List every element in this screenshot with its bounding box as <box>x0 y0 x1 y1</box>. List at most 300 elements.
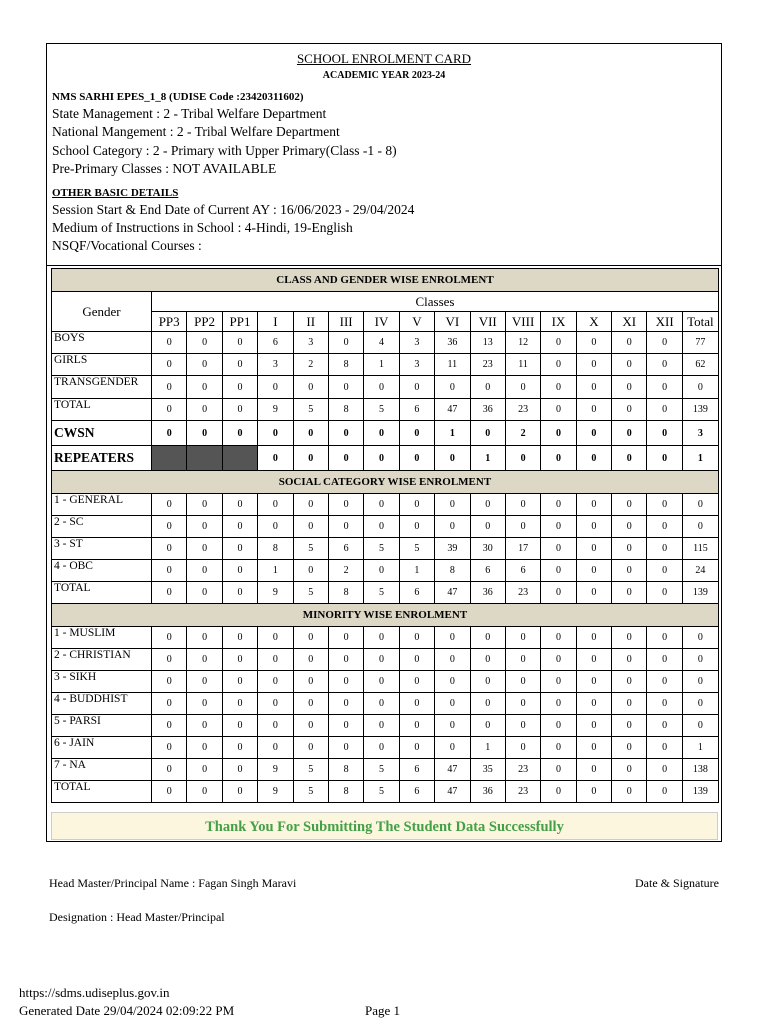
cell-value: 0 <box>258 446 293 471</box>
cell-value: 0 <box>293 421 328 446</box>
cell-value: 0 <box>541 332 576 354</box>
cell-value: 0 <box>470 671 505 693</box>
cell-value: 0 <box>222 737 257 759</box>
cell-value: 0 <box>541 494 576 516</box>
cell-value: 24 <box>682 560 718 582</box>
minority-row <box>52 693 719 715</box>
cell-value: 0 <box>541 582 576 604</box>
cell-value: 139 <box>682 399 718 421</box>
cell-value: 0 <box>505 376 540 399</box>
cell-value: 1 <box>470 737 505 759</box>
column-header: V <box>399 312 434 332</box>
cell-value: 0 <box>222 516 257 538</box>
cell-value: 0 <box>258 671 293 693</box>
card-title: SCHOOL ENROLMENT CARD <box>296 51 472 66</box>
cell-value: 5 <box>364 538 399 560</box>
cell-value: 47 <box>435 582 470 604</box>
cell-value: 8 <box>328 399 363 421</box>
cell-value: 0 <box>682 649 718 671</box>
cell-value: 23 <box>505 582 540 604</box>
cell-value: 0 <box>576 715 611 737</box>
cell-value: 9 <box>258 399 293 421</box>
cell-value: 1 <box>399 560 434 582</box>
cell-value: 23 <box>505 399 540 421</box>
cell-value: 13 <box>470 332 505 354</box>
cell-value: 0 <box>328 376 363 399</box>
cell-value: 0 <box>364 560 399 582</box>
cell-value: 0 <box>222 538 257 560</box>
cell-value: 0 <box>399 516 434 538</box>
cell-value: 0 <box>576 582 611 604</box>
cell-value: 0 <box>222 494 257 516</box>
cell-value: 6 <box>258 332 293 354</box>
nsqf-courses: NSQF/Vocational Courses : <box>52 238 202 253</box>
cell-value: 0 <box>576 693 611 715</box>
cell-value: 0 <box>470 376 505 399</box>
cell-value: 0 <box>435 715 470 737</box>
cell-value: 0 <box>364 421 399 446</box>
school-category: School Category : 2 - Primary with Upper Primary(Class -1 - 8) <box>52 143 397 158</box>
cell-value: 17 <box>505 538 540 560</box>
cell-value: 0 <box>647 693 682 715</box>
cell-value: 0 <box>470 494 505 516</box>
cell-value: 0 <box>612 354 647 376</box>
cell-value: 0 <box>328 737 363 759</box>
cell-value: 0 <box>258 715 293 737</box>
cell-value: 0 <box>399 693 434 715</box>
cell-value: 0 <box>682 494 718 516</box>
row-label: 6 - JAIN <box>52 737 152 759</box>
cell-value: 0 <box>364 627 399 649</box>
cell-value: 1 <box>682 446 718 471</box>
cell-value: 0 <box>612 560 647 582</box>
cell-value: 0 <box>293 649 328 671</box>
row-label: 5 - PARSI <box>52 715 152 737</box>
cell-value: 0 <box>187 627 222 649</box>
cell-value: 0 <box>399 446 434 471</box>
cell-value: 8 <box>328 582 363 604</box>
cell-value: 0 <box>576 649 611 671</box>
cell-value: 0 <box>187 538 222 560</box>
class-gender-heading: CLASS AND GENDER WISE ENROLMENT <box>52 269 719 292</box>
cell-value: 0 <box>364 649 399 671</box>
cell-value: 0 <box>612 693 647 715</box>
cell-value: 0 <box>187 494 222 516</box>
cell-value: 0 <box>541 354 576 376</box>
session-dates: Session Start & End Date of Current AY : 16/06/2023 - 29/04/2024 <box>52 202 415 217</box>
cell-value: 77 <box>682 332 718 354</box>
cell-value: 11 <box>435 354 470 376</box>
minority-row <box>52 781 719 803</box>
cell-value: 0 <box>682 671 718 693</box>
cell-value: 6 <box>505 560 540 582</box>
cell-value: 0 <box>612 332 647 354</box>
cell-value: 0 <box>152 627 187 649</box>
cell-value: 0 <box>328 649 363 671</box>
cell-value: 0 <box>612 376 647 399</box>
cell-value: 0 <box>576 737 611 759</box>
cell-value: 35 <box>470 759 505 781</box>
row-label: 2 - SC <box>52 516 152 538</box>
cell-value: 0 <box>187 781 222 803</box>
designation: Designation : Head Master/Principal <box>49 910 225 924</box>
cell-value: 0 <box>470 516 505 538</box>
cell-value: 8 <box>328 781 363 803</box>
medium-of-instruction: Medium of Instructions in School : 4-Hindi, 19-English <box>52 220 353 235</box>
gender-row <box>52 376 719 399</box>
cell-value: 0 <box>541 759 576 781</box>
cell-value: 0 <box>541 538 576 560</box>
cell-value: 0 <box>258 516 293 538</box>
cell-value: 0 <box>576 332 611 354</box>
cell-value: 0 <box>612 446 647 471</box>
cell-value: 9 <box>258 759 293 781</box>
cell-value: 0 <box>187 715 222 737</box>
cell-value: 0 <box>647 421 682 446</box>
cell-value: 6 <box>399 399 434 421</box>
cell-value: 30 <box>470 538 505 560</box>
cell-value: 0 <box>470 421 505 446</box>
cell-value: 36 <box>470 399 505 421</box>
cell-value: 0 <box>152 693 187 715</box>
cell-value: 8 <box>258 538 293 560</box>
cell-value: 0 <box>222 582 257 604</box>
social-row <box>52 560 719 582</box>
cell-value: 0 <box>612 715 647 737</box>
cell-value: 8 <box>435 560 470 582</box>
cell-value: 115 <box>682 538 718 560</box>
pre-primary-classes: Pre-Primary Classes : NOT AVAILABLE <box>52 161 277 176</box>
cell-value: 0 <box>152 671 187 693</box>
cell-value: 0 <box>222 671 257 693</box>
cell-value: 0 <box>399 421 434 446</box>
cell-value: 0 <box>222 421 257 446</box>
row-label: 3 - ST <box>52 538 152 560</box>
cell-value: 0 <box>152 354 187 376</box>
cell-value: 8 <box>328 354 363 376</box>
cell-value: 0 <box>364 693 399 715</box>
cell-value: 0 <box>152 538 187 560</box>
cwsn-row <box>52 421 719 446</box>
column-header: XII <box>647 312 682 332</box>
cell-value: 0 <box>222 376 257 399</box>
cell-value: 0 <box>612 627 647 649</box>
cell-value: 138 <box>682 759 718 781</box>
social-row <box>52 516 719 538</box>
cell-value: 0 <box>435 737 470 759</box>
cell-value: 0 <box>576 376 611 399</box>
school-name: NMS SARHI EPES_1_8 (UDISE Code :23420311602) <box>52 91 304 103</box>
cell-value: 0 <box>222 627 257 649</box>
cell-value: 0 <box>152 759 187 781</box>
cell-value: 0 <box>612 781 647 803</box>
gender-row <box>52 399 719 421</box>
cell-value: 0 <box>328 627 363 649</box>
cell-value: 5 <box>364 759 399 781</box>
cell-value: 0 <box>576 446 611 471</box>
row-label: BOYS <box>52 332 152 354</box>
cell-value: 0 <box>470 649 505 671</box>
cell-value: 0 <box>258 737 293 759</box>
cell-value: 0 <box>541 671 576 693</box>
cell-value: 0 <box>222 354 257 376</box>
cell-value: 36 <box>470 582 505 604</box>
cell-value: 6 <box>470 560 505 582</box>
success-message: Thank You For Submitting The Student Data Successfully <box>51 812 718 840</box>
enrolment-table <box>51 268 719 803</box>
cell-value: 0 <box>435 516 470 538</box>
cell-value: 23 <box>470 354 505 376</box>
cell-value: 0 <box>187 582 222 604</box>
cell-value: 0 <box>647 446 682 471</box>
cell-value: 5 <box>364 582 399 604</box>
other-details-heading: OTHER BASIC DETAILS <box>52 187 179 199</box>
cell-value: 0 <box>576 538 611 560</box>
column-header: VII <box>470 312 505 332</box>
cell-value: 0 <box>541 421 576 446</box>
cell-value: 3 <box>399 354 434 376</box>
national-management: National Mangement : 2 - Tribal Welfare Department <box>52 124 340 139</box>
cell-value: 0 <box>576 516 611 538</box>
cell-value: 0 <box>612 737 647 759</box>
cell-value: 0 <box>541 781 576 803</box>
cell-value: 0 <box>647 759 682 781</box>
gender-row <box>52 354 719 376</box>
cell-value: 0 <box>222 399 257 421</box>
cell-value: 0 <box>647 781 682 803</box>
cell-value: 0 <box>293 494 328 516</box>
generated-date: Generated Date 29/04/2024 02:09:22 PM <box>19 1003 235 1018</box>
cell-value: 36 <box>470 781 505 803</box>
cell-value: 0 <box>576 354 611 376</box>
cell-value: 3 <box>258 354 293 376</box>
cell-value: 5 <box>364 781 399 803</box>
row-label: 1 - MUSLIM <box>52 627 152 649</box>
cell-value: 0 <box>470 715 505 737</box>
cell-value: 0 <box>293 376 328 399</box>
cell-value: 0 <box>612 421 647 446</box>
cell-value: 0 <box>576 671 611 693</box>
column-header: X <box>576 312 611 332</box>
cell-value: 0 <box>647 494 682 516</box>
cell-value: 1 <box>364 354 399 376</box>
cell-value: 0 <box>576 399 611 421</box>
minority-row <box>52 671 719 693</box>
cell-value: 0 <box>293 671 328 693</box>
row-label: TOTAL <box>52 399 152 421</box>
cell-value: 0 <box>222 560 257 582</box>
cell-value: 0 <box>435 494 470 516</box>
cell-value: 0 <box>187 516 222 538</box>
row-label: TOTAL <box>52 582 152 604</box>
cell-value: 2 <box>505 421 540 446</box>
page-number: Page 1 <box>365 1003 401 1018</box>
row-label: TOTAL <box>52 781 152 803</box>
cell-value: 0 <box>364 376 399 399</box>
column-header: PP2 <box>187 312 222 332</box>
cell-value: 0 <box>364 671 399 693</box>
cell-value: 0 <box>647 560 682 582</box>
cell-value: 0 <box>187 759 222 781</box>
column-header: II <box>293 312 328 332</box>
date-signature: Date & Signature <box>635 876 719 890</box>
cell-value: 0 <box>258 494 293 516</box>
cell-value: 47 <box>435 781 470 803</box>
cell-value: 0 <box>612 538 647 560</box>
cell-value: 0 <box>399 671 434 693</box>
cell-value: 0 <box>222 781 257 803</box>
cell-value: 0 <box>152 332 187 354</box>
row-label: REPEATERS <box>52 446 152 471</box>
row-label: 3 - SIKH <box>52 671 152 693</box>
minority-row <box>52 649 719 671</box>
cell-value: 0 <box>576 494 611 516</box>
cell-value: 0 <box>682 715 718 737</box>
social-row <box>52 494 719 516</box>
cell-value: 0 <box>682 627 718 649</box>
cell-value: 0 <box>364 516 399 538</box>
cell-value: 0 <box>682 376 718 399</box>
cell-value: 2 <box>328 560 363 582</box>
cell-value: 0 <box>576 781 611 803</box>
cell-value: 0 <box>364 737 399 759</box>
cell-value: 0 <box>187 354 222 376</box>
row-label: CWSN <box>52 421 152 446</box>
column-header: PP1 <box>222 312 257 332</box>
enrolment-table-section <box>47 265 721 835</box>
cell-value: 0 <box>328 446 363 471</box>
cell-value: 139 <box>682 781 718 803</box>
minority-heading-row <box>52 604 719 627</box>
cell-value: 0 <box>647 582 682 604</box>
cell-value: 23 <box>505 781 540 803</box>
row-label: GIRLS <box>52 354 152 376</box>
column-header: VIII <box>505 312 540 332</box>
cell-value: 0 <box>152 494 187 516</box>
cell-value: 2 <box>293 354 328 376</box>
cell-value: 3 <box>399 332 434 354</box>
cell-value: 0 <box>328 693 363 715</box>
cell-value: 0 <box>647 671 682 693</box>
cell-value: 0 <box>328 516 363 538</box>
cell-value: 0 <box>576 421 611 446</box>
classes-header: Classes <box>152 292 719 312</box>
cell-value: 0 <box>328 494 363 516</box>
cell-value: 0 <box>328 332 363 354</box>
cell-value: 0 <box>399 715 434 737</box>
cell-value: 0 <box>505 516 540 538</box>
cell-value: 5 <box>293 781 328 803</box>
cell-value: 1 <box>258 560 293 582</box>
row-label: 2 - CHRISTIAN <box>52 649 152 671</box>
source-url: https://sdms.udiseplus.gov.in <box>19 985 170 1000</box>
cell-value: 47 <box>435 759 470 781</box>
social-heading: SOCIAL CATEGORY WISE ENROLMENT <box>52 471 719 494</box>
cell-value: 0 <box>647 538 682 560</box>
cell-value: 0 <box>258 649 293 671</box>
minority-row <box>52 759 719 781</box>
row-label: 7 - NA <box>52 759 152 781</box>
cell-value: 5 <box>293 582 328 604</box>
cell-value: 0 <box>612 759 647 781</box>
academic-year: ACADEMIC YEAR 2023-24 <box>322 70 446 81</box>
repeaters-row <box>52 446 719 471</box>
shaded-cell <box>222 446 257 471</box>
cell-value: 0 <box>612 399 647 421</box>
minority-row <box>52 627 719 649</box>
cell-value: 0 <box>505 446 540 471</box>
cell-value: 0 <box>505 671 540 693</box>
cell-value: 0 <box>187 693 222 715</box>
cell-value: 6 <box>399 759 434 781</box>
column-header: VI <box>435 312 470 332</box>
gender-row <box>52 332 719 354</box>
cell-value: 39 <box>435 538 470 560</box>
cell-value: 1 <box>682 737 718 759</box>
cell-value: 0 <box>505 494 540 516</box>
cell-value: 0 <box>399 376 434 399</box>
column-header: IX <box>541 312 576 332</box>
cell-value: 0 <box>187 671 222 693</box>
cell-value: 0 <box>541 737 576 759</box>
cell-value: 0 <box>541 693 576 715</box>
cell-value: 0 <box>541 516 576 538</box>
cell-value: 0 <box>222 693 257 715</box>
enrolment-card <box>46 43 722 842</box>
cell-value: 23 <box>505 759 540 781</box>
cell-value: 0 <box>612 649 647 671</box>
gender-header: Gender <box>52 292 152 332</box>
cell-value: 1 <box>435 421 470 446</box>
social-row <box>52 582 719 604</box>
cell-value: 0 <box>505 693 540 715</box>
row-label: 1 - GENERAL <box>52 494 152 516</box>
cell-value: 0 <box>612 671 647 693</box>
cell-value: 0 <box>364 715 399 737</box>
cell-value: 0 <box>152 560 187 582</box>
row-label: TRANSGENDER <box>52 376 152 399</box>
cell-value: 0 <box>187 332 222 354</box>
column-header: I <box>258 312 293 332</box>
cell-value: 0 <box>576 627 611 649</box>
cell-value: 0 <box>647 332 682 354</box>
cell-value: 0 <box>187 376 222 399</box>
cell-value: 0 <box>152 399 187 421</box>
principal-name: Head Master/Principal Name : Fagan Singh Maravi <box>49 876 297 890</box>
cell-value: 0 <box>612 516 647 538</box>
cell-value: 0 <box>152 649 187 671</box>
class-columns-row <box>52 312 719 332</box>
cell-value: 0 <box>187 560 222 582</box>
cell-value: 0 <box>399 627 434 649</box>
cell-value: 0 <box>293 737 328 759</box>
cell-value: 0 <box>647 354 682 376</box>
state-management: State Management : 2 - Tribal Welfare Department <box>52 106 327 121</box>
cell-value: 5 <box>293 538 328 560</box>
class-gender-heading-row <box>52 269 719 292</box>
cell-value: 0 <box>364 446 399 471</box>
cell-value: 0 <box>541 627 576 649</box>
cell-value: 0 <box>682 693 718 715</box>
cell-value: 9 <box>258 781 293 803</box>
cell-value: 0 <box>293 560 328 582</box>
cell-value: 4 <box>364 332 399 354</box>
cell-value: 0 <box>293 693 328 715</box>
cell-value: 0 <box>293 715 328 737</box>
cell-value: 1 <box>470 446 505 471</box>
cell-value: 139 <box>682 582 718 604</box>
cell-value: 0 <box>435 446 470 471</box>
